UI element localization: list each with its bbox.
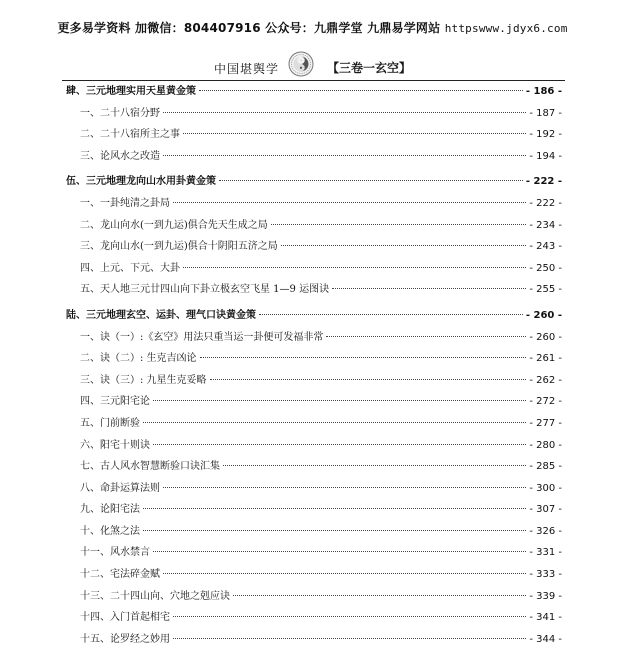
toc-entry-label: 三、龙向山水(一到九运)俱合十阴阳五济之局: [80, 241, 278, 253]
dot-leader: [163, 487, 526, 488]
toc-item-row[interactable]: [66, 147, 562, 169]
toc-entry-label: 一、二十八宿分野: [80, 107, 160, 119]
banner-url: httpswww.jdyx6.com: [444, 22, 568, 35]
page-header: [0, 50, 625, 80]
toc-item-row[interactable]: [66, 125, 562, 147]
dot-leader: [210, 379, 527, 380]
toc-page-number: - 260 -: [529, 331, 562, 343]
toc-item-row[interactable]: [66, 587, 562, 609]
toc-page-number: - 331 -: [529, 547, 562, 559]
dot-leader: [271, 224, 527, 225]
dot-leader: [143, 422, 526, 423]
toc-item-row[interactable]: [66, 479, 562, 501]
dot-leader: [259, 314, 523, 315]
toc-entry-label: 陆、三元地理玄空、运卦、理气口诀黄金策: [66, 309, 256, 321]
dot-leader: [199, 90, 523, 91]
toc-item-row[interactable]: [66, 457, 562, 479]
toc-page-number: - 261 -: [529, 353, 562, 365]
top-banner: [0, 19, 625, 36]
toc-item-row[interactable]: [66, 543, 562, 565]
dot-leader: [223, 465, 526, 466]
toc-entry-label: 七、古人风水智慧断验口诀汇集: [80, 461, 220, 473]
dot-leader: [173, 638, 526, 639]
dot-leader: [163, 573, 526, 574]
header-left-title: 中国堪舆学: [214, 62, 280, 76]
dot-leader: [183, 133, 526, 134]
dot-leader: [153, 444, 526, 445]
toc-entry-label: 十三、二十四山向、穴地之剋应诀: [80, 590, 230, 602]
dot-leader: [143, 508, 526, 509]
toc-entry-label: 二、二十八宿所主之事: [80, 129, 180, 141]
toc-page-number: - 326 -: [529, 525, 562, 537]
dot-leader: [163, 112, 526, 113]
toc-page-number: - 333 -: [529, 569, 562, 581]
toc-entry-label: 九、论阳宅法: [80, 504, 140, 516]
dot-leader: [153, 400, 526, 401]
toc-page-number: - 192 -: [529, 129, 562, 141]
dot-leader: [163, 155, 526, 156]
header-right-title: 【三卷一玄空】: [327, 61, 412, 75]
toc-entry-label: 五、天人地三元廿四山向下卦立极玄空飞星 1—9 运图诀: [80, 284, 330, 296]
toc-page-number: - 262 -: [529, 374, 562, 386]
dot-leader: [183, 267, 526, 268]
taiji-icon: [288, 51, 314, 77]
dot-leader: [332, 288, 526, 289]
toc-entry-label: 十四、入门首起相宅: [80, 612, 170, 624]
toc-page-number: - 344 -: [529, 633, 562, 645]
dot-leader: [326, 336, 526, 337]
dot-leader: [233, 595, 526, 596]
toc-entry-label: 一、一卦纯清之卦局: [80, 197, 170, 209]
dot-leader: [143, 530, 526, 531]
toc-item-row[interactable]: [66, 522, 562, 544]
toc-page-number: - 187 -: [529, 107, 562, 119]
toc-page-number: - 285 -: [529, 461, 562, 473]
toc-entry-label: 伍、三元地理龙向山水用卦黄金策: [66, 176, 216, 188]
toc-entry-label: 八、命卦运算法则: [80, 482, 160, 494]
toc-item-row[interactable]: [66, 436, 562, 458]
toc-page-number: - 339 -: [529, 590, 562, 602]
toc-item-row[interactable]: [66, 328, 562, 350]
toc-entry-label: 六、阳宅十则诀: [80, 439, 150, 451]
dot-leader: [219, 180, 523, 181]
toc-entry-label: 一、诀（一）:《玄空》用法只重当运一卦便可发福非常: [80, 331, 324, 343]
toc-item-row[interactable]: [66, 392, 562, 414]
toc-page-number: - 222 -: [529, 197, 562, 209]
toc-item-row[interactable]: [66, 500, 562, 522]
toc-item-row[interactable]: [66, 237, 562, 259]
toc-entry-label: 三、论风水之改造: [80, 150, 160, 162]
toc-item-row[interactable]: [66, 608, 562, 630]
toc-entry-label: 二、诀（二）: 生克吉凶论: [80, 353, 197, 365]
toc-page-number: - 260 -: [525, 309, 562, 321]
dot-leader: [281, 245, 527, 246]
toc-item-row[interactable]: [66, 280, 562, 302]
dot-leader: [173, 616, 526, 617]
toc-page-number: - 280 -: [529, 439, 562, 451]
toc-entry-label: 十五、论罗经之妙用: [80, 633, 170, 645]
table-of-contents: [66, 82, 562, 651]
toc-page-number: - 222 -: [525, 176, 562, 188]
toc-item-row[interactable]: [66, 630, 562, 652]
toc-page-number: - 234 -: [529, 219, 562, 231]
toc-item-row[interactable]: [66, 371, 562, 393]
toc-entry-label: 肆、三元地理实用天星黄金策: [66, 86, 196, 97]
header-rule: [62, 80, 565, 81]
toc-item-row[interactable]: [66, 194, 562, 216]
toc-page-number: - 194 -: [529, 150, 562, 162]
toc-page-number: - 277 -: [529, 417, 562, 429]
toc-entry-label: 四、三元阳宅论: [80, 396, 150, 408]
toc-entry-label: 五、门前断验: [80, 417, 140, 429]
dot-leader: [173, 202, 526, 203]
toc-section-row[interactable]: [66, 82, 562, 104]
toc-item-row[interactable]: [66, 565, 562, 587]
toc-item-row[interactable]: [66, 259, 562, 281]
toc-section-row[interactable]: [66, 306, 562, 328]
toc-page-number: - 307 -: [529, 504, 562, 516]
toc-item-row[interactable]: [66, 349, 562, 371]
toc-page-number: - 300 -: [529, 482, 562, 494]
toc-page-number: - 250 -: [529, 262, 562, 274]
toc-page-number: - 243 -: [529, 241, 562, 253]
toc-entry-label: 三、诀（三）: 九星生克妥略: [80, 374, 207, 386]
toc-item-row[interactable]: [66, 216, 562, 238]
dot-leader: [153, 551, 526, 552]
toc-entry-label: 十一、风水禁言: [80, 547, 150, 559]
banner-text: 更多易学资料 加微信：804407916 公众号：九鼎学堂 九鼎易学网站: [57, 21, 445, 35]
toc-page-number: - 255 -: [529, 284, 562, 296]
toc-item-row[interactable]: [66, 414, 562, 436]
toc-page-number: - 272 -: [529, 396, 562, 408]
toc-entry-label: 四、上元、下元、大卦: [80, 262, 180, 274]
toc-item-row[interactable]: [66, 104, 562, 126]
toc-page-number: - 341 -: [529, 612, 562, 624]
toc-entry-label: 十二、宅法碎金赋: [80, 569, 160, 581]
toc-page-number: - 186 -: [525, 86, 562, 97]
dot-leader: [200, 357, 527, 358]
toc-entry-label: 二、龙山向水(一到九运)俱合先天生成之局: [80, 219, 268, 231]
toc-section-row[interactable]: [66, 172, 562, 194]
toc-entry-label: 十、化煞之法: [80, 525, 140, 537]
